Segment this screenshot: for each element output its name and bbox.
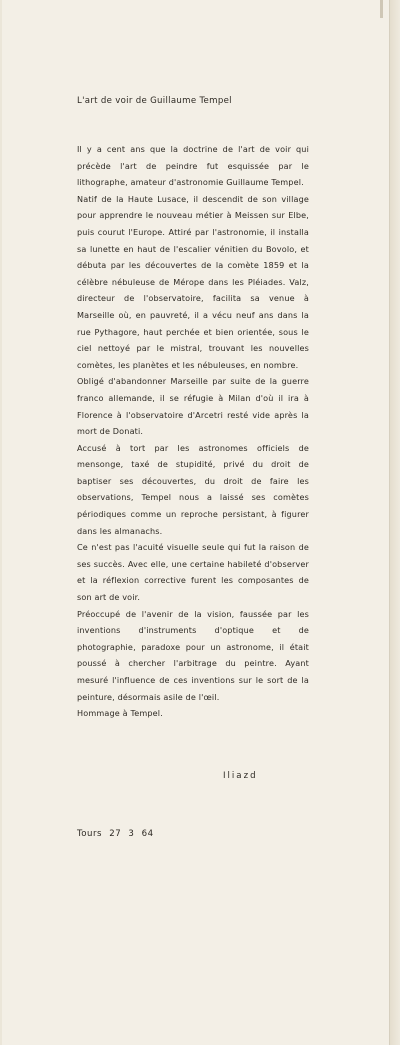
author-signature: Iliazd xyxy=(223,771,258,781)
paragraph-painting: Préoccupé de l'avenir de la vision, faussée par les inventions d'instruments d'optique et de photographie, paradoxe pour un astronome, il était poussé à chercher l'arbitrage du peintre. Ayant mesuré l'influence de ces inventions sur le sort de la peinture, désormais asile de l'œil. xyxy=(77,608,309,702)
document-body xyxy=(77,141,309,722)
document-page xyxy=(2,0,390,1045)
document-title: L'art de voir de Guillaume Tempel xyxy=(77,96,232,106)
paragraph-intro: Il y a cent ans que la doctrine de l'art de voir qui précède l'art de peindre fut esquissée par le lithographe, amateur d'astronomie Guillaume Tempel. xyxy=(77,144,309,188)
paragraph-homage: Hommage à Tempel. xyxy=(77,708,163,719)
paragraph-biography: Natif de la Haute Lusace, il descendit de son village pour apprendre le nouveau métier à Meissen sur Elbe, puis courut l'Europe. Attiré par l'astronomie, il installa sa lunette en haut de l'escalier vénitien du Bovolo, et débuta par les découvertes de la comète 1859 et la célèbre nébuleuse de Mérope dans les Pléiades. Valz, directeur de l'observatoire, facilita sa venue à Marseille où, en pauvreté, il a vécu neuf ans dans la rue Pythagore, haut perchée et bien orientée, sous le ciel nettoyé par le mistral, trouvant les nouvelles comètes, les planètes et les nébuleuses, en nombre. xyxy=(77,193,309,370)
place-date: Tours 27 3 64 xyxy=(77,829,154,839)
page-edge-mark xyxy=(380,0,383,18)
paragraph-accusation: Accusé à tort par les astronomes officiels de mensonge, taxé de stupidité, privé du droit de baptiser ses découvertes, du droit de faire les observations, Tempel nous a laissé ses comètes périodiques comme un reproche persistant, à figurer dans les almanachs. xyxy=(77,442,309,536)
paragraph-exile: Obligé d'abandonner Marseille par suite de la guerre franco allemande, il se réfugie à Milan d'où il ira à Florence à l'observatoire d'Arcetri resté vide après la mort de Donati. xyxy=(77,376,309,437)
paragraph-art-of-seeing: Ce n'est pas l'acuité visuelle seule qui fut la raison de ses succès. Avec elle, une certaine habileté d'observer et la réflexion corrective furent les composantes de son art de voir. xyxy=(77,542,309,603)
page-fold-edge xyxy=(389,0,400,1045)
